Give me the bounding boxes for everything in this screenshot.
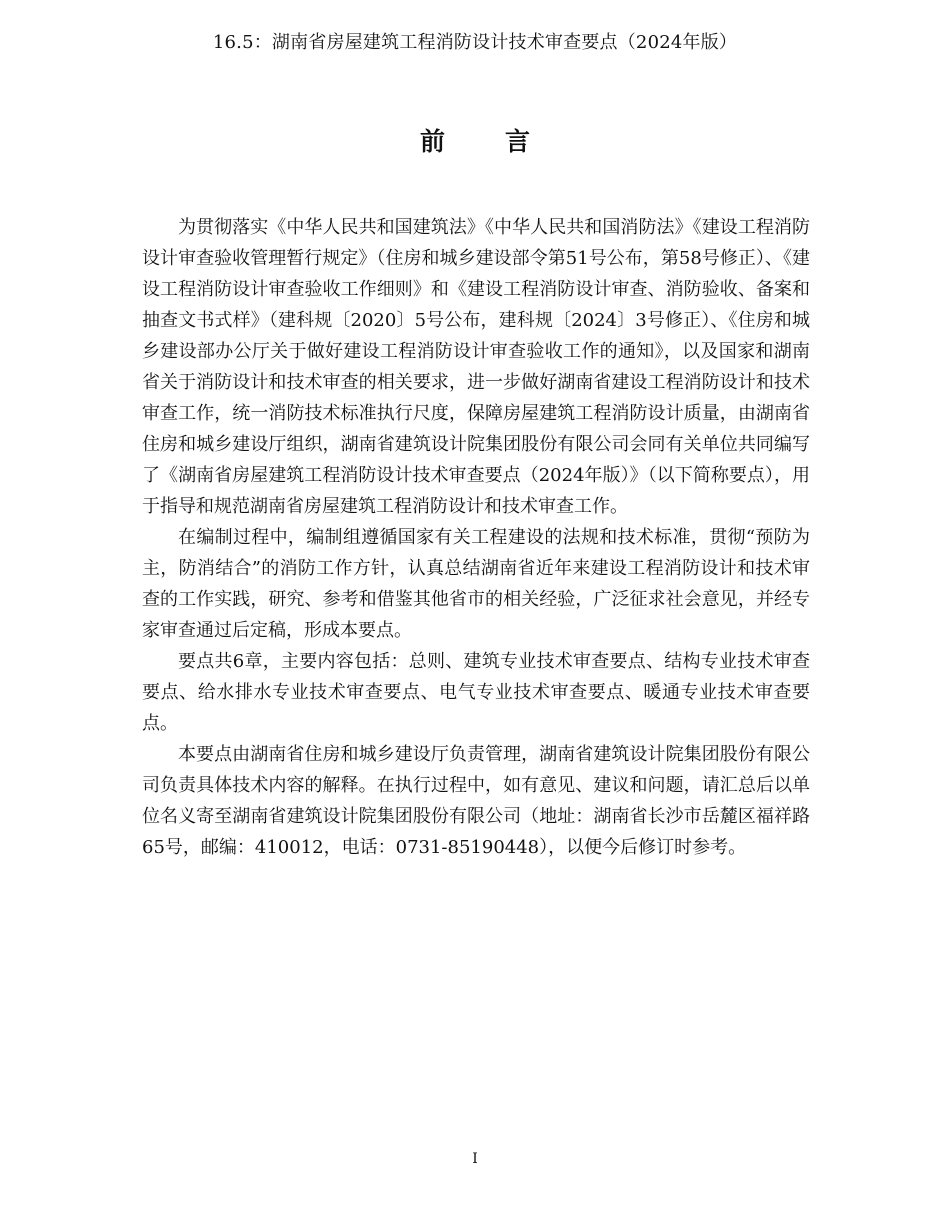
page-title-char-2: 言 (505, 127, 531, 156)
paragraph-management: 本要点由湖南省住房和城乡建设厅负责管理，湖南省建筑设计院集团股份有限公司负责具体技术内容的解释。在执行过程中，如有意见、建议和问题，请汇总后以单位名义寄至湖南省建筑设计院集团股份有限公司（地址：湖南省长沙市岳麓区福祥路65号，邮编：410012，电话：0731-85190448），以便今后修订时参考。 (142, 744, 810, 858)
paragraph-process: 在编制过程中，编制组遵循国家有关工程建设的法规和技术标准，贯彻“预防为主，防消结合”的消防工作方针，认真总结湖南省近年来建设工程消防设计和技术审查的工作实践，研究、参考和借鉴其他省市的相关经验，广泛征求社会意见，并经专家审查通过后定稿，形成本要点。 (142, 527, 810, 641)
page-number: I (472, 1151, 478, 1167)
paragraph-contents: 要点共6章，主要内容包括：总则、建筑专业技术审查要点、结构专业技术审查要点、给水排水专业技术审查要点、电气专业技术审查要点、暖通专业技术审查要点。 (142, 651, 810, 734)
paragraph-background: 为贯彻落实《中华人民共和国建筑法》《中华人民共和国消防法》《建设工程消防设计审查验收管理暂行规定》（住房和城乡建设部令第51号公布，第58号修正）、《建设工程消防设计审查验收工作细则》和《建设工程消防设计审查、消防验收、备案和抽查文书式样》（建科规〔2020〕5号公布，建科规〔2024〕3号修正）、《住房和城乡建设部办公厅关于做好建设工程消防设计审查验收工作的通知》，以及国家和湖南省关于消防设计和技术审查的相关要求，进一步做好湖南省建设工程消防设计和技术审查工作，统一消防技术标准执行尺度，保障房屋建筑工程消防设计质量，由湖南省住房和城乡建设厅组织，湖南省建筑设计院集团股份有限公司会同有关单位共同编写了《湖南省房屋建筑工程消防设计技术审查要点（2024年版）》（以下简称要点），用于指导和规范湖南省房屋建筑工程消防设计和技术审查工作。 (142, 217, 810, 517)
page-title (0, 124, 950, 160)
running-header: 16.5：湖南省房屋建筑工程消防设计技术审查要点（2024年版） (212, 32, 738, 53)
preface-body (142, 212, 810, 863)
page-title-char-1: 前 (419, 127, 445, 156)
